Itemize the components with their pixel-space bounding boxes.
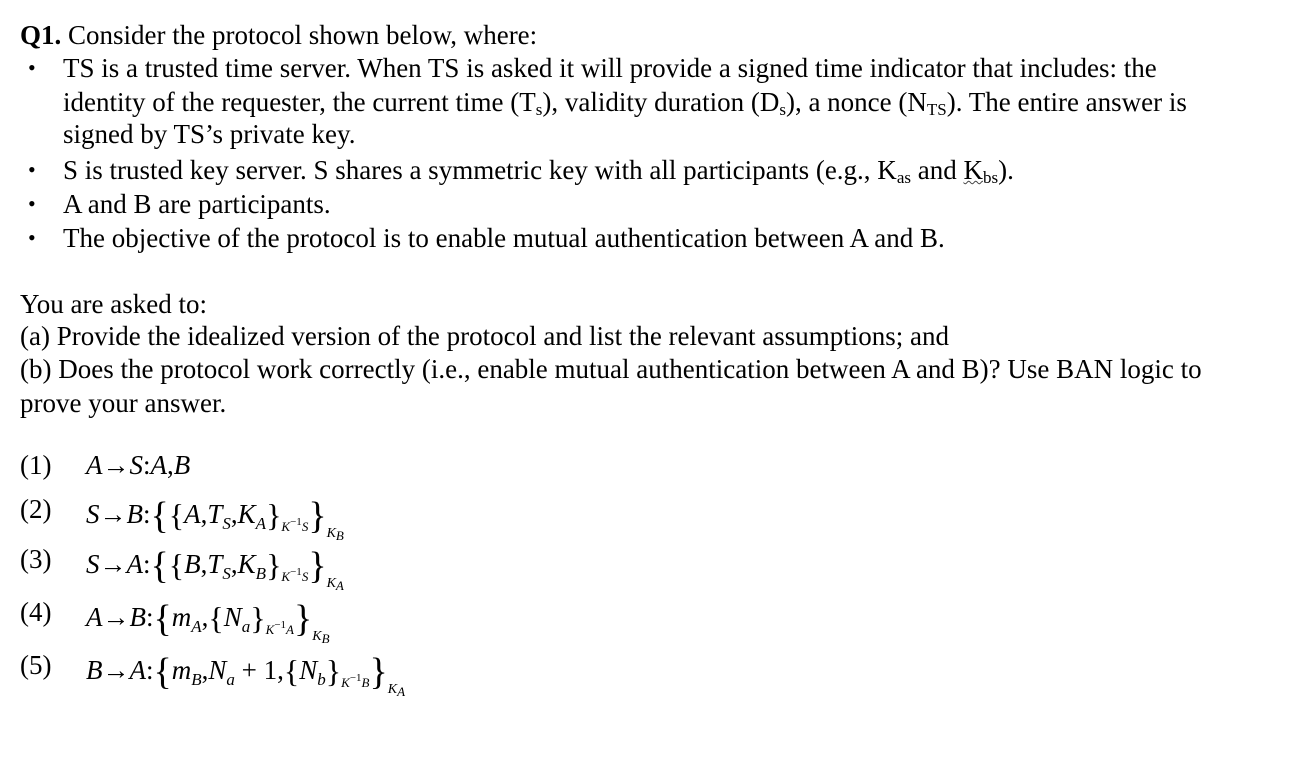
step-formula: $B\to A:\{m_B,N_a + 1,\{N_b\}_{K^{-1}B}\}_{KA}$	[86, 651, 406, 699]
bullet-icon: •	[28, 225, 36, 250]
step-formula: A→S:A,B	[86, 450, 191, 480]
bullet-text: S is trusted key server. S shares a symmetric key with all participants (e.g., $K_{as}$ and $K_{bs}$).	[63, 155, 1014, 187]
question-number: Q1.	[20, 20, 62, 50]
task-intro: You are asked to:	[20, 289, 207, 319]
step-number: (2)	[20, 494, 52, 524]
bullet-icon: •	[28, 191, 36, 216]
step-number: (5)	[20, 650, 52, 680]
step-number: (4)	[20, 597, 52, 627]
step-formula: $A\to B:\{m_A,\{N_a\}_{K^{-1}A}\}_{KB}$	[86, 598, 330, 646]
step-number: (1)	[20, 450, 52, 480]
bullet-continuation: signed by TS’s private key.	[63, 119, 356, 149]
step-formula: $S\to A:\{\{B,T_S,K_B\}_{K^{-1}S}\}_{KA}$	[86, 545, 344, 593]
task-a: (a) Provide the idealized version of the protocol and list the relevant assumptions; and	[20, 321, 949, 351]
step-formula: $S\to B:\{\{A,T_S,K_A\}_{K^{-1}S}\}_{KB}$	[86, 495, 344, 543]
bullet-text: A and B are participants.	[63, 189, 331, 219]
question-heading	[20, 18, 537, 52]
bullet-text: TS is a trusted time server. When TS is asked it will provide a signed time indicator that includes: the	[63, 53, 1157, 83]
bullet-text: The objective of the protocol is to enable mutual authentication between A and B.	[63, 223, 945, 253]
bullet-icon: •	[28, 55, 36, 80]
bullet-continuation: identity of the requester, the current time $(T_s)$, validity duration $(D_s)$, a nonce $(N_{TS})$. The entire answer is	[63, 87, 1187, 119]
task-b: (b) Does the protocol work correctly (i.e., enable mutual authentication between A and B)? Use BAN logic to	[20, 354, 1202, 384]
task-b-continuation: prove your answer.	[20, 388, 227, 418]
question-intro: Consider the protocol shown below, where:	[68, 20, 538, 50]
step-number: (3)	[20, 544, 52, 574]
bullet-icon: •	[28, 157, 36, 182]
